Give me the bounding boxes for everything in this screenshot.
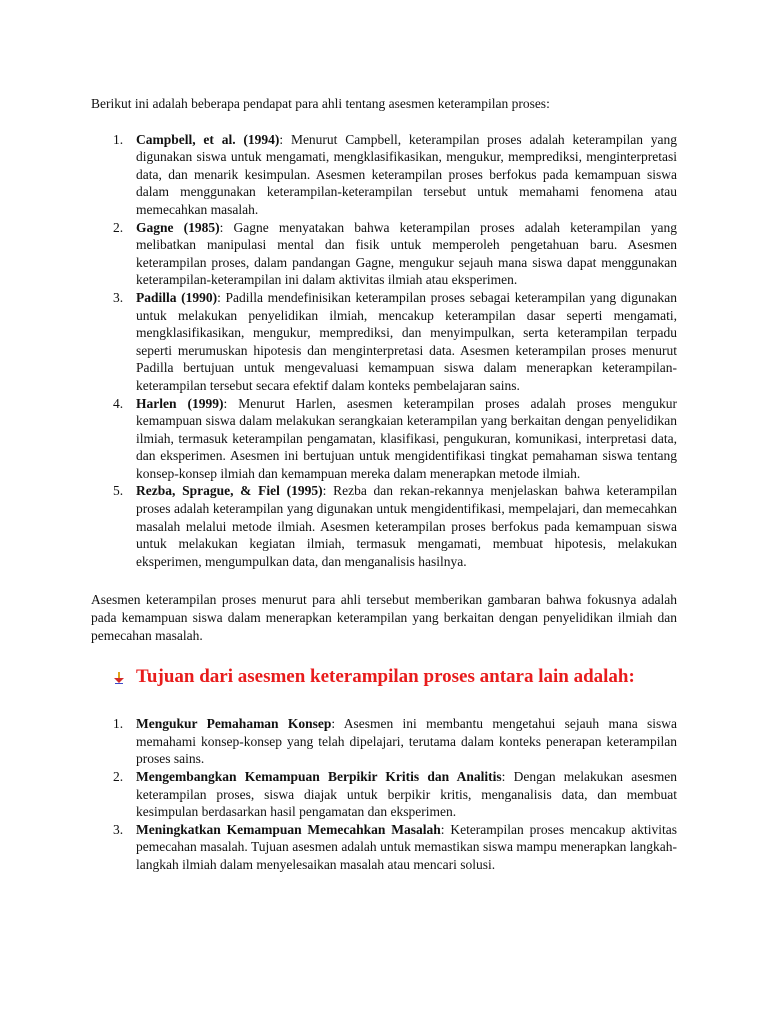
section-heading (91, 664, 677, 690)
list-item (91, 482, 677, 570)
item-term: Padilla (1990) (136, 289, 218, 305)
experts-list (91, 131, 677, 571)
document-content (91, 95, 677, 874)
item-term: Gagne (1985) (136, 219, 220, 235)
item-term: Rezba, Sprague, & Fiel (1995) (136, 483, 323, 499)
intro-paragraph: Berikut ini adalah beberapa pendapat para ahli tentang asesmen keterampilan proses: (91, 96, 550, 111)
item-number: 3. (113, 821, 124, 837)
goals-list (91, 715, 677, 873)
list-item (91, 715, 677, 768)
item-term: Meningkatkan Kemampuan Memecahkan Masalah (136, 821, 441, 837)
item-text: : Menurut Harlen, asesmen keterampilan proses adalah proses mengukur kemampuan siswa dalam melakukan serangkaian keterampilan yang berkaitan dengan penyelidikan ilmiah, termasuk keterampilan pengamatan, klasifikasi, pengukuran, komunikasi, interpretasi data, dan eksperimen. Asesmen ini bertujuan untuk mengidentifikasi tingkat pemahaman siswa tentang konsep-konsep ilmiah dan kemampuan mereka dalam menerapkan metode ilmiah. (136, 395, 677, 481)
list-item (91, 289, 677, 395)
item-number: 1. (113, 716, 124, 732)
item-number: 2. (113, 769, 124, 784)
item-text: : Asesmen ini membantu mengetahui sejauh mana siswa memahami konsep-konsep yang telah dipelajari, terutama dalam konteks penerapan keterampilan proses sains. (136, 716, 677, 767)
item-number: 2. (113, 219, 124, 235)
down-arrow-bullet-icon (113, 672, 125, 684)
item-text: : Keterampilan proses mencakup aktivitas pemecahan masalah. Tujuan asesmen adalah untuk memastikan siswa mampu menerapkan langkah-langkah ilmiah dalam menyelesaikan masalah atau mencari solusi. (136, 821, 677, 872)
item-term: Mengukur Pemahaman Konsep (136, 716, 332, 732)
item-number: 1. (113, 131, 124, 147)
heading-text: Tujuan dari asesmen keterampilan proses antara lain adalah: (136, 666, 635, 688)
list-item (91, 768, 677, 821)
list-item (91, 821, 677, 874)
item-text: : Menurut Campbell, keterampilan proses adalah keterampilan yang digunakan siswa untuk mengamati, mengklasifikasikan, mengukur, memprediksi, menginterpretasi data, dan menarik kesimpulan. Asesmen keterampilan proses berfokus pada kemampuan siswa dalam menggunakan keterampilan-keterampilan tersebut untuk memahami fenomena atau memecahkan masalah. (136, 131, 677, 217)
item-text: : Rezba dan rekan-rekannya menjelaskan bahwa keterampilan proses adalah keterampilan yang digunakan untuk mengidentifikasi, mempelajari, dan memecahkan masalah melalui metode ilmiah. Asesmen keterampilan proses berfokus pada kemampuan siswa untuk melakukan kegiatan ilmiah, termasuk mengamati, membuat hipotesis, melakukan eksperimen, mengumpulkan data, dan menganalisis hasilnya. (136, 483, 678, 569)
item-text: : Padilla mendefinisikan keterampilan proses sebagai keterampilan yang digunakan untuk melakukan penyelidikan ilmiah, mencakup keterampilan dasar seperti mengamati, mengklasifikasikan, mengukur, memprediksi, dan menyimpulkan, serta keterampilan terpadu seperti merumuskan hipotesis dan menginterpretasi data. Asesmen keterampilan proses menurut Padilla bertujuan untuk mengevaluasi kemampuan siswa dalam menerapkan keterampilan-keterampilan tersebut secara efektif dalam konteks pembelajaran sains. (136, 289, 677, 393)
list-item (91, 219, 677, 289)
item-text: : Gagne menyatakan bahwa keterampilan proses adalah keterampilan yang melibatkan manipulasi mental dan fisik untuk memperoleh pengetahuan baru. Asesmen keterampilan proses, dalam pandangan Gagne, mengukur sejauh mana siswa dapat menggunakan keterampilan-keterampilan ini dalam aktivitas ilmiah atau eksperimen. (136, 219, 677, 288)
list-item (91, 131, 677, 219)
item-term: Mengembangkan Kemampuan Berpikir Kritis dan Analitis (136, 769, 502, 784)
item-term: Campbell, et al. (1994) (136, 131, 280, 147)
item-term: Harlen (1999) (136, 395, 224, 411)
item-number: 4. (113, 395, 124, 411)
item-text: : Dengan melakukan asesmen keterampilan proses, siswa diajak untuk berpikir kritis, menganalisis data, dan membuat kesimpulan berdasarkan hasil pengamatan dan eksperimen. (136, 769, 677, 820)
item-number: 5. (113, 483, 124, 499)
item-number: 3. (113, 289, 124, 305)
summary-paragraph: Asesmen keterampilan proses menurut para ahli tersebut memberikan gambaran bahwa fokusnya adalah pada kemampuan siswa dalam menerapkan keterampilan yang berkaitan dengan penyelidikan ilmiah dan pemecahan masalah. (91, 592, 677, 643)
list-item (91, 395, 677, 483)
